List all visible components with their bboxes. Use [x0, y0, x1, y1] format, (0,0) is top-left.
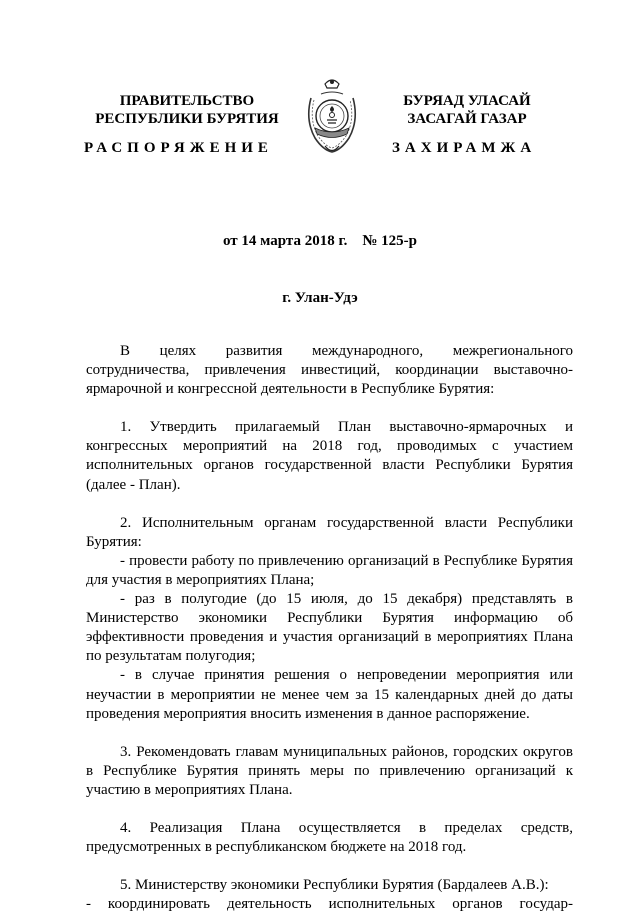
- item-5-subitem-a: - координировать деятельность исполнительных органов государ-: [86, 896, 573, 913]
- item-1-paragraph: 1. Утвердить прилагаемый План выставочно-ярмарочных и конгрессных мероприятий на 2018 год, проводимых с участием исполнительных органов государственной власти Республики Бурятия (далее - План).: [86, 419, 573, 493]
- header-left-line1: ПРАВИТЕЛЬСТВО: [119, 93, 255, 109]
- coat-of-arms-emblem: [301, 76, 363, 156]
- date-number-line: [0, 233, 640, 250]
- document-city: г. Улан-Удэ: [282, 290, 358, 306]
- header-left-line2: РЕСПУБЛИКИ БУРЯТИЯ: [95, 111, 279, 127]
- item-4-paragraph: 4. Реализация Плана осуществляется в пределах средств, предусмотренных в республиканском бюджете на 2018 год.: [86, 819, 573, 856]
- doc-type-buryat: ЗАХИРАМЖА: [392, 140, 537, 156]
- header-left: [82, 92, 292, 128]
- item-2-subitem-c: - в случае принятия решения о непроведении мероприятия или неучастии в мероприятии не менее чем за 15 календарных дней до даты проведения мероприятия вносить изменения в данное распоряжение.: [86, 667, 573, 722]
- header-right-line1: БУРЯАД УЛАСАЙ: [403, 93, 531, 109]
- document-number: № 125-р: [362, 233, 418, 249]
- item-2-paragraph: 2. Исполнительным органам государственной власти Республики Бурятия:: [86, 514, 573, 550]
- document-date: от 14 марта 2018 г.: [222, 233, 348, 249]
- doc-type-russian: РАСПОРЯЖЕНИЕ: [84, 140, 273, 156]
- document-body: [86, 342, 573, 914]
- item-2-subitem-a: - провести работу по привлечению организаций в Республике Бурятия для участия в мероприятиях Плана;: [86, 552, 573, 588]
- item-3-paragraph: 3. Рекомендовать главам муниципальных районов, городских округов в Республике Бурятия принять меры по привлечению организаций к участию в мероприятиях Плана.: [86, 743, 573, 798]
- intro-paragraph: В целях развития международного, межрегионального сотрудничества, привлечения инвестиций, координации выставочно-ярмарочной и конгрессной деятельности в Республике Бурятия:: [86, 343, 573, 398]
- item-2-subitem-b: - раз в полугодие (до 15 июля, до 15 декабря) представлять в Министерство экономики Республики Бурятия информацию об эффективности проведения и участия организаций в мероприятиях Плана по результатам полугодия;: [86, 591, 573, 665]
- header-right: [372, 92, 562, 128]
- item-5-paragraph: 5. Министерству экономики Республики Бурятия (Бардалеев А.В.):: [120, 877, 549, 894]
- header-right-line2: ЗАСАГАЙ ГАЗАР: [407, 111, 527, 127]
